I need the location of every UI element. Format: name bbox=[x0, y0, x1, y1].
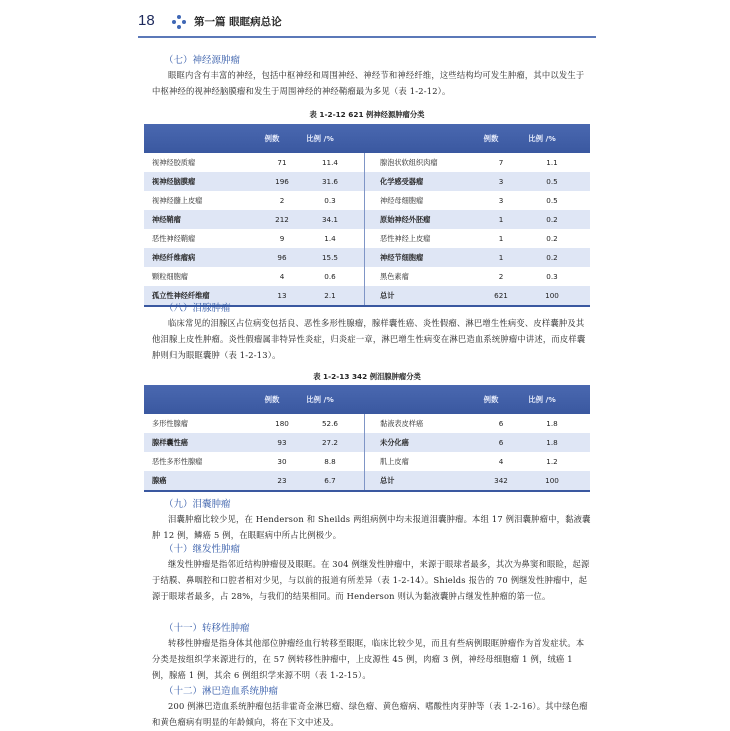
section-heading-metastatic-tumors: （十一）转移性肿瘤 bbox=[164, 623, 250, 634]
section-heading-secondary-tumors: （十）继发性肿瘤 bbox=[164, 544, 241, 555]
table-1-2-12 bbox=[144, 124, 590, 307]
right-ratio-cell: 1.2 bbox=[546, 457, 558, 466]
page-number: 18 bbox=[138, 12, 155, 29]
table-body bbox=[144, 414, 590, 490]
column-divider bbox=[364, 210, 365, 229]
left-ratio-cell: 52.6 bbox=[321, 419, 338, 428]
left-name-cell: 颗粒细胞瘤 bbox=[152, 272, 188, 281]
left-name-cell: 视神经胶质瘤 bbox=[152, 158, 196, 167]
section-heading-lymphohematopoietic-tumors: （十二）淋巴造血系统肿瘤 bbox=[164, 686, 279, 697]
table-row bbox=[144, 153, 590, 172]
left-count-cell: 212 bbox=[275, 215, 289, 224]
column-divider bbox=[364, 433, 365, 452]
table-row bbox=[144, 229, 590, 248]
column-divider bbox=[364, 153, 365, 172]
table-row bbox=[144, 210, 590, 229]
left-ratio-cell: 0.3 bbox=[324, 196, 336, 205]
table-row bbox=[144, 267, 590, 286]
left-count-cell: 180 bbox=[275, 419, 289, 428]
right-count-cell: 621 bbox=[494, 291, 508, 300]
book-page bbox=[138, 6, 596, 726]
section-body-secondary-tumors bbox=[152, 557, 592, 604]
right-ratio-cell: 100 bbox=[545, 476, 559, 485]
left-count-cell: 93 bbox=[277, 438, 287, 447]
table-row bbox=[144, 433, 590, 452]
paragraph: 继发性肿瘤是指邻近结构肿瘤侵及眼眶。在 304 例继发性肿瘤中，来源于眼球者最多，其次为鼻窦和眼睑，起源于结膜、鼻咽腔和口腔者相对少见，与以前的报道有所差异（表 1-2-14）。Shields 报告的 70 例继发性肿瘤中，起源于眼球者最多，占 28%，与我们的结果相同。而 Henderson 则认为黏液囊肿占继发性肿瘤的第一位。 bbox=[152, 559, 590, 601]
table-row bbox=[144, 414, 590, 433]
left-name-cell: 多形性腺瘤 bbox=[152, 419, 188, 428]
header-ratio: 比例 /% bbox=[306, 395, 334, 404]
left-ratio-cell: 6.7 bbox=[324, 476, 336, 485]
right-ratio-cell: 100 bbox=[545, 291, 559, 300]
table-row bbox=[144, 172, 590, 191]
table-caption-1-2-13: 表 1-2-13 342 例泪腺肿瘤分类 bbox=[313, 372, 421, 381]
right-count-cell: 7 bbox=[498, 158, 504, 167]
section-heading-lacrimal-gland-tumors: （八）泪腺肿瘤 bbox=[164, 303, 231, 314]
right-ratio-cell: 0.3 bbox=[546, 272, 558, 281]
left-ratio-cell: 34.1 bbox=[321, 215, 338, 224]
table-1-2-13 bbox=[144, 385, 590, 492]
column-divider bbox=[364, 471, 365, 490]
right-count-cell: 2 bbox=[498, 272, 504, 281]
right-ratio-cell: 0.2 bbox=[546, 253, 558, 262]
column-divider bbox=[364, 248, 365, 267]
header-ratio-right: 比例 /% bbox=[528, 395, 556, 404]
section-heading-lacrimal-sac-tumors: （九）泪囊肿瘤 bbox=[164, 499, 231, 510]
section-body-neurogenic-tumors bbox=[152, 68, 592, 100]
header-dots-ornament bbox=[172, 15, 186, 29]
table-header bbox=[144, 385, 590, 414]
section-body-lacrimal-gland-tumors bbox=[152, 316, 592, 363]
paragraph: 200 例淋巴造血系统肿瘤包括非霍奇金淋巴瘤、绿色瘤、黄色瘤病、嗜酸性肉芽肿等（表 1-2-16）。其中绿色瘤和黄色瘤病有明显的年龄倾向，将在下文中述及。 bbox=[152, 701, 588, 727]
left-ratio-cell: 8.8 bbox=[324, 457, 336, 466]
table-body bbox=[144, 153, 590, 305]
paragraph: 泪囊肿瘤比较少见，在 Henderson 和 Sheilds 两组病例中均未报道泪囊肿瘤。本组 17 例泪囊肿瘤中，黏液囊肿 12 例，鳞癌 5 例，在眼眶病中所占比例极少。 bbox=[152, 514, 591, 540]
left-ratio-cell: 0.6 bbox=[324, 272, 336, 281]
right-ratio-cell: 0.2 bbox=[546, 215, 558, 224]
table-row bbox=[144, 471, 590, 490]
left-name-cell: 视神经脑膜瘤 bbox=[152, 177, 196, 186]
part-title: 第一篇 眼眶病总论 bbox=[194, 16, 282, 28]
header-ratio-right: 比例 /% bbox=[528, 134, 556, 143]
left-count-cell: 30 bbox=[277, 457, 287, 466]
left-name-cell: 恶性神经鞘瘤 bbox=[152, 234, 196, 243]
right-count-cell: 4 bbox=[498, 457, 504, 466]
header-count-right: 例数 bbox=[483, 134, 499, 143]
right-name-cell: 总计 bbox=[380, 476, 395, 485]
right-count-cell: 3 bbox=[498, 196, 504, 205]
right-ratio-cell: 0.5 bbox=[546, 196, 558, 205]
left-count-cell: 4 bbox=[279, 272, 285, 281]
right-ratio-cell: 0.2 bbox=[546, 234, 558, 243]
left-count-cell: 23 bbox=[277, 476, 287, 485]
left-ratio-cell: 31.6 bbox=[321, 177, 338, 186]
right-name-cell: 肌上皮瘤 bbox=[380, 457, 409, 466]
right-name-cell: 神经节细胞瘤 bbox=[380, 253, 424, 262]
left-name-cell: 腺样囊性癌 bbox=[152, 438, 188, 447]
left-ratio-cell: 15.5 bbox=[321, 253, 338, 262]
paragraph: 临床常见的泪腺区占位病变包括良、恶性多形性腺瘤，腺样囊性癌、炎性假瘤、淋巴增生性病变、皮样囊肿及其他泪腺上皮性肿瘤。炎性假瘤属非特异性炎症，归炎症一章，淋巴增生性病变在淋巴造血系统肿瘤中讲述，而皮样囊肿则归为眼眶囊肿（表 1-2-13）。 bbox=[152, 318, 586, 360]
right-name-cell: 未分化癌 bbox=[380, 438, 409, 447]
right-count-cell: 1 bbox=[498, 234, 504, 243]
header-ratio: 比例 /% bbox=[306, 134, 334, 143]
paragraph: 转移性肿瘤是指身体其他部位肿瘤经血行转移至眼眶，临床比较少见，而且有些病例眼眶肿瘤作为首发症状。本分类是按组织学来源进行的，在 57 例转移性肿瘤中，上皮源性 45 例，肉瘤 3 例，神经母细胞瘤 1 例，绒癌 1 例，腺癌 1 例，其余 6 例组织学来源不明（表 1-2-15）。 bbox=[152, 638, 585, 680]
right-count-cell: 1 bbox=[498, 253, 504, 262]
right-name-cell: 神经母细胞瘤 bbox=[380, 196, 424, 205]
left-ratio-cell: 11.4 bbox=[321, 158, 338, 167]
section-heading-neurogenic-tumors: （七）神经源肿瘤 bbox=[164, 55, 241, 66]
table-caption-1-2-12: 表 1-2-12 621 例神经源肿瘤分类 bbox=[309, 110, 425, 119]
right-name-cell: 总计 bbox=[380, 291, 395, 300]
left-count-cell: 96 bbox=[277, 253, 287, 262]
left-count-cell: 71 bbox=[277, 158, 287, 167]
right-count-cell: 6 bbox=[498, 419, 504, 428]
left-name-cell: 恶性多形性腺瘤 bbox=[152, 457, 203, 466]
right-ratio-cell: 1.8 bbox=[546, 438, 558, 447]
right-name-cell: 化学感受器瘤 bbox=[380, 177, 424, 186]
header-count: 例数 bbox=[264, 395, 280, 404]
left-count-cell: 9 bbox=[279, 234, 285, 243]
table-row bbox=[144, 248, 590, 267]
column-divider bbox=[364, 191, 365, 210]
paragraph: 眼眶内含有丰富的神经，包括中枢神经和周围神经、神经节和神经纤维，这些结构均可发生肿瘤，其中以发生于中枢神经的视神经脑膜瘤和发生于周围神经的神经鞘瘤最为多见（表 1-2-12）。 bbox=[152, 70, 585, 96]
left-count-cell: 2 bbox=[279, 196, 285, 205]
left-ratio-cell: 2.1 bbox=[324, 291, 336, 300]
right-ratio-cell: 0.5 bbox=[546, 177, 558, 186]
table-row bbox=[144, 191, 590, 210]
header-count: 例数 bbox=[264, 134, 280, 143]
header-rule bbox=[138, 36, 596, 38]
right-name-cell: 恶性神经上皮瘤 bbox=[380, 234, 431, 243]
column-divider bbox=[364, 267, 365, 286]
left-count-cell: 13 bbox=[277, 291, 287, 300]
right-ratio-cell: 1.1 bbox=[546, 158, 558, 167]
column-divider bbox=[364, 229, 365, 248]
right-ratio-cell: 1.8 bbox=[546, 419, 558, 428]
section-body-lymphohematopoietic-tumors bbox=[152, 699, 592, 731]
left-ratio-cell: 1.4 bbox=[324, 234, 336, 243]
left-name-cell: 腺癌 bbox=[152, 476, 167, 485]
left-name-cell: 视神经髓上皮瘤 bbox=[152, 196, 203, 205]
right-count-cell: 1 bbox=[498, 215, 504, 224]
right-count-cell: 3 bbox=[498, 177, 504, 186]
column-divider bbox=[364, 172, 365, 191]
section-body-metastatic-tumors bbox=[152, 636, 592, 683]
column-divider bbox=[364, 286, 365, 305]
header-count-right: 例数 bbox=[483, 395, 499, 404]
column-divider bbox=[364, 414, 365, 433]
right-count-cell: 342 bbox=[494, 476, 508, 485]
left-count-cell: 196 bbox=[275, 177, 289, 186]
left-ratio-cell: 27.2 bbox=[321, 438, 338, 447]
left-name-cell: 神经鞘瘤 bbox=[152, 215, 181, 224]
table-row bbox=[144, 452, 590, 471]
right-name-cell: 黑色素瘤 bbox=[380, 272, 409, 281]
right-name-cell: 腺泡状软组织肉瘤 bbox=[380, 158, 438, 167]
right-name-cell: 原始神经外胚瘤 bbox=[380, 215, 431, 224]
left-name-cell: 神经纤维瘤病 bbox=[152, 253, 196, 262]
table-bottom-rule bbox=[144, 490, 590, 492]
right-name-cell: 黏液表皮样癌 bbox=[380, 419, 424, 428]
section-body-lacrimal-sac-tumors bbox=[152, 512, 592, 544]
left-name-cell: 孤立性神经纤维瘤 bbox=[152, 291, 210, 300]
table-header bbox=[144, 124, 590, 153]
right-count-cell: 6 bbox=[498, 438, 504, 447]
page-header bbox=[138, 10, 596, 34]
column-divider bbox=[364, 452, 365, 471]
